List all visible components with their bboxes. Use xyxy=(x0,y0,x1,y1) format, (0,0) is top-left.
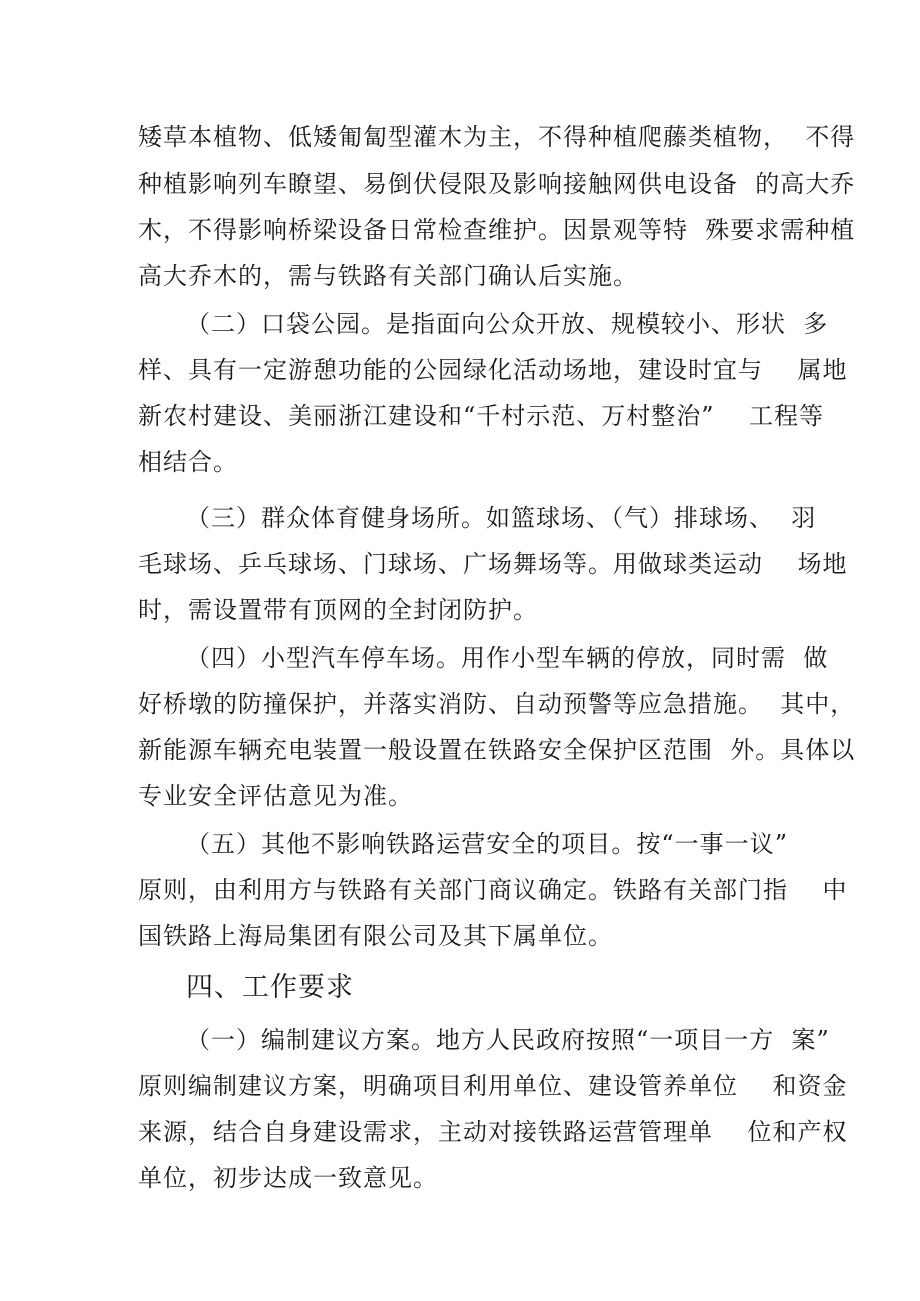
text-line: 种植影响列车瞭望、易倒伏侵限及影响接触网供电设备 的高大乔 xyxy=(138,170,856,198)
text-line: 样、具有一定游憩功能的公园绿化活动场地，建设时宜与 属地 xyxy=(138,356,848,384)
text-line: （五）其他不影响铁路运营安全的项目。按“一事一议” xyxy=(186,830,788,858)
text-line: 时，需设置带有顶网的全封闭防护。 xyxy=(138,596,538,624)
text-line: 国铁路上海局集团有限公司及其下属单位。 xyxy=(138,922,613,950)
text-line: 相结合。 xyxy=(138,448,238,476)
text-line: 木，不得影响桥梁设备日常检查维护。因景观等特 殊要求需种植 xyxy=(138,216,856,244)
text-line: 好桥墩的防撞保护，并落实消防、自动预警等应急措施。 其中， xyxy=(138,690,856,718)
text-line: 来源，结合自身建设需求，主动对接铁路运营管理单 位和产权 xyxy=(138,1118,848,1146)
text-line: 原则，由利用方与铁路有关部门商议确定。铁路有关部门指 中 xyxy=(138,876,848,904)
text-line: 专业安全评估意见为准。 xyxy=(138,782,413,810)
text-line: 毛球场、乒乓球场、门球场、广场舞场等。用做球类运动 场地 xyxy=(138,550,848,578)
section-heading: 四、工作要求 xyxy=(186,972,354,1003)
text-line: （二）口袋公园。是指面向公众开放、规模较小、形状 多 xyxy=(186,310,829,338)
text-line: 矮草本植物、低矮匍匐型灌木为主，不得种植爬藤类植物， 不得 xyxy=(138,123,856,151)
text-line: （一）编制建议方案。地方人民政府按照“一项目一方 案” xyxy=(186,1026,830,1054)
text-line: （四）小型汽车停车场。用作小型车辆的停放，同时需 做 xyxy=(186,644,829,672)
text-line: 原则编制建议方案，明确项目利用单位、建设管养单位 和资金 xyxy=(138,1072,848,1100)
text-line: 单位，初步达成一致意见。 xyxy=(138,1164,438,1192)
text-line: 新能源车辆充电装置一般设置在铁路安全保护区范围 外。具体以 xyxy=(138,736,856,764)
text-line: 高大乔木的，需与铁路有关部门确认后实施。 xyxy=(138,262,638,290)
text-line: （三）群众体育健身场所。如篮球场、（气）排球场、 羽 xyxy=(186,504,817,532)
text-line: 新农村建设、美丽浙江建设和“千村示范、万村整治” 工程等 xyxy=(138,402,825,430)
